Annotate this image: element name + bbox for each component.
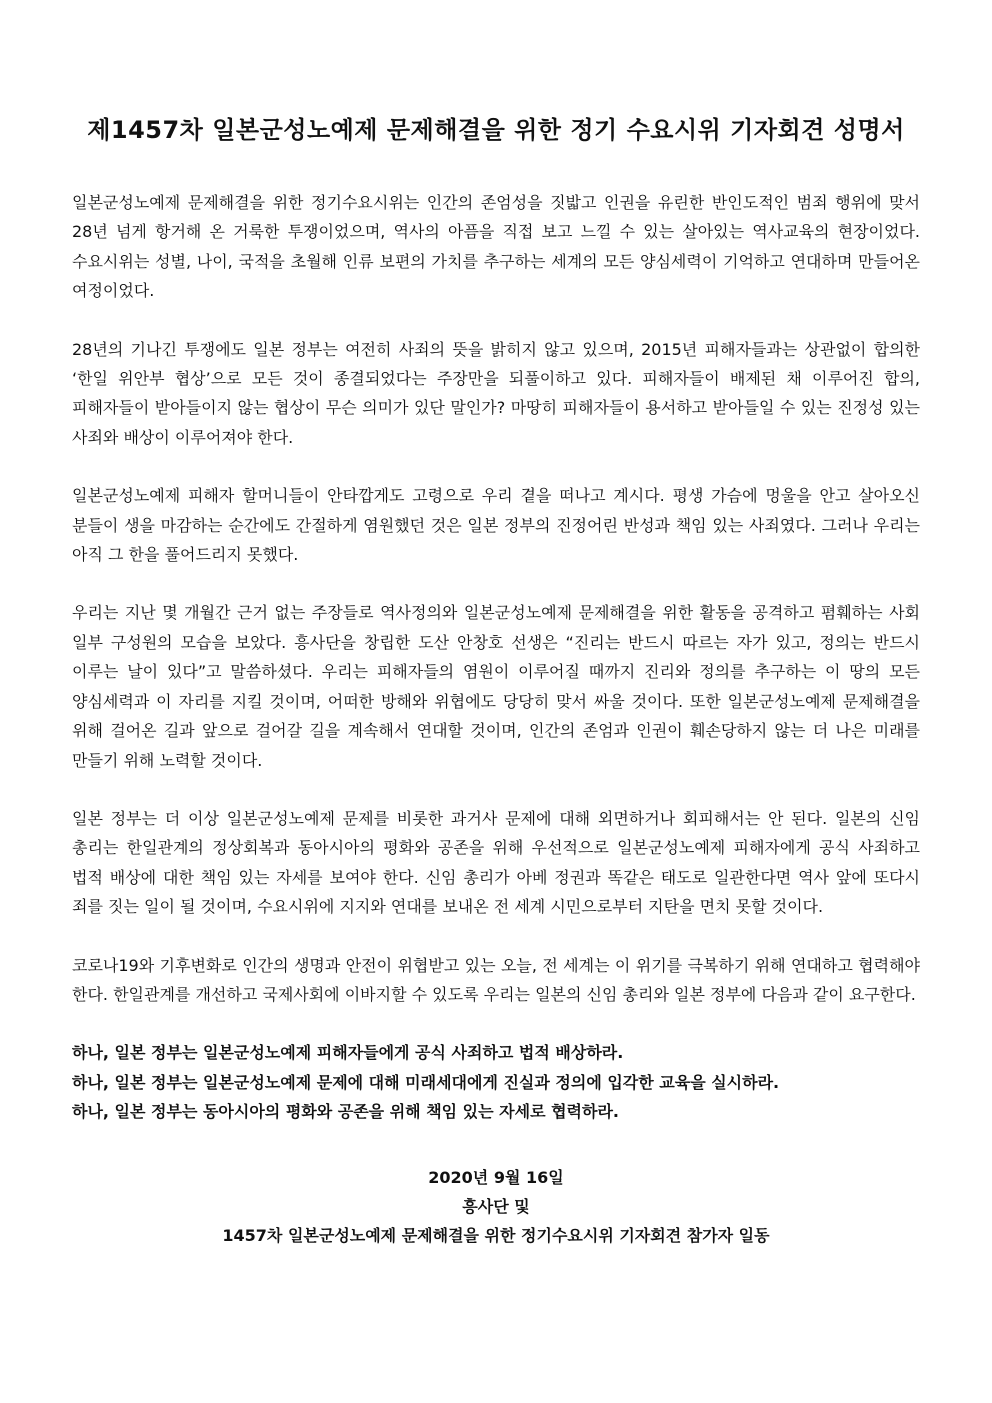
paragraph-6: 코로나19와 기후변화로 인간의 생명과 안전이 위협받고 있는 오늘, 전 세계는 이 위기를 극복하기 위해 연대하고 협력해야 한다. 한일관계를 개선하고 국제사회에 이바지할 수 있도록 우리는 일본의 신임 총리와 일본 정부에 다음과 같이 요구한다. [72,955,920,1004]
signature-block [72,1163,920,1251]
participants-line: 1457차 일본군성노예제 문제해결을 위한 정기수요시위 기자회견 참가자 일동 [222,1226,770,1246]
statement-date: 2020년 9월 16일 [428,1167,564,1187]
paragraph-4: 우리는 지난 몇 개월간 근거 없는 주장들로 역사정의와 일본군성노예제 문제해결을 위한 활동을 공격하고 폄훼하는 사회 일부 구성원의 모습을 보았다. 흥사단을 창립한 도산 안창호 선생은 “진리는 반드시 따르는 자가 있고, 정의는 반드시 이루는 날이 있다”고 말씀하셨다. 우리는 피해자들의 염원이 이루어질 때까지 진리와 정의를 추구하는 이 땅의 모든 양심세력과 이 자리를 지킬 것이며, 어떠한 방해와 위협에도 당당히 맞서 싸울 것이다. 또한 일본군성노예제 문제해결을 위해 걸어온 길과 앞으로 걸어갈 길을 계속해서 연대할 것이며, 인간의 존엄과 인권이 훼손당하지 않는 더 나은 미래를 만들기 위해 노력할 것이다. [72,603,920,770]
organization-name: 흥사단 및 [462,1196,530,1216]
paragraph-5: 일본 정부는 더 이상 일본군성노예제 문제를 비롯한 과거사 문제에 대해 외면하거나 회피해서는 안 된다. 일본의 신임 총리는 한일관계의 정상회복과 동아시아의 평화와 공존을 위해 우선적으로 일본군성노예제 피해자에게 공식 사죄하고 법적 배상에 대한 책임 있는 자세를 보여야 한다. 신임 총리가 아베 정권과 똑같은 태도로 일관한다면 역사 앞에 또다시 죄를 짓는 일이 될 것이며, 수요시위에 지지와 연대를 보내온 전 세계 시민으로부터 지탄을 면치 못할 것이다. [72,808,920,917]
paragraph-1: 일본군성노예제 문제해결을 위한 정기수요시위는 인간의 존엄성을 짓밟고 인권을 유린한 반인도적인 범죄 행위에 맞서 28년 넘게 항거해 온 거룩한 투쟁이었으며, 역사의 아픔을 직접 보고 느낄 수 있는 살아있는 역사교육의 현장이었다. 수요시위는 성별, 나이, 국적을 초월해 인류 보편의 가치를 추구하는 세계의 모든 양심세력이 기억하고 연대하며 만들어온 여정이었다. [72,193,920,301]
statement-title: 제1457차 일본군성노예제 문제해결을 위한 정기 수요시위 기자회견 성명서 [87,116,905,144]
demand-item-2: 하나, 일본 정부는 일본군성노예제 문제에 대해 미래세대에게 진실과 정의에 입각한 교육을 실시하라. [72,1072,780,1092]
paragraph-2: 28년의 기나긴 투쟁에도 일본 정부는 여전히 사죄의 뜻을 밝히지 않고 있으며, 2015년 피해자들과는 상관없이 합의한 ‘한일 위안부 협상’으로 모든 것이 종결되었다는 주장만을 되풀이하고 있다. 피해자들이 배제된 채 이루어진 합의, 피해자들이 받아들이지 않는 협상이 무슨 의미가 있단 말인가? 마땅히 피해자들이 용서하고 받아들일 수 있는 진정성 있는 사죄와 배상이 이루어져야 한다. [72,339,920,447]
paragraph-3: 일본군성노예제 피해자 할머니들이 안타깝게도 고령으로 우리 곁을 떠나고 계시다. 평생 가슴에 멍울을 안고 살아오신 분들이 생을 마감하는 순간에도 간절하게 염원했던 것은 일본 정부의 진정어린 반성과 책임 있는 사죄였다. 그러나 우리는 아직 그 한을 풀어드리지 못했다. [72,486,920,565]
demands-list [72,1038,920,1126]
demand-item-1: 하나, 일본 정부는 일본군성노예제 피해자들에게 공식 사죄하고 법적 배상하라. [72,1043,624,1063]
demand-item-3: 하나, 일본 정부는 동아시아의 평화와 공존을 위해 책임 있는 자세로 협력하라. [72,1102,619,1122]
